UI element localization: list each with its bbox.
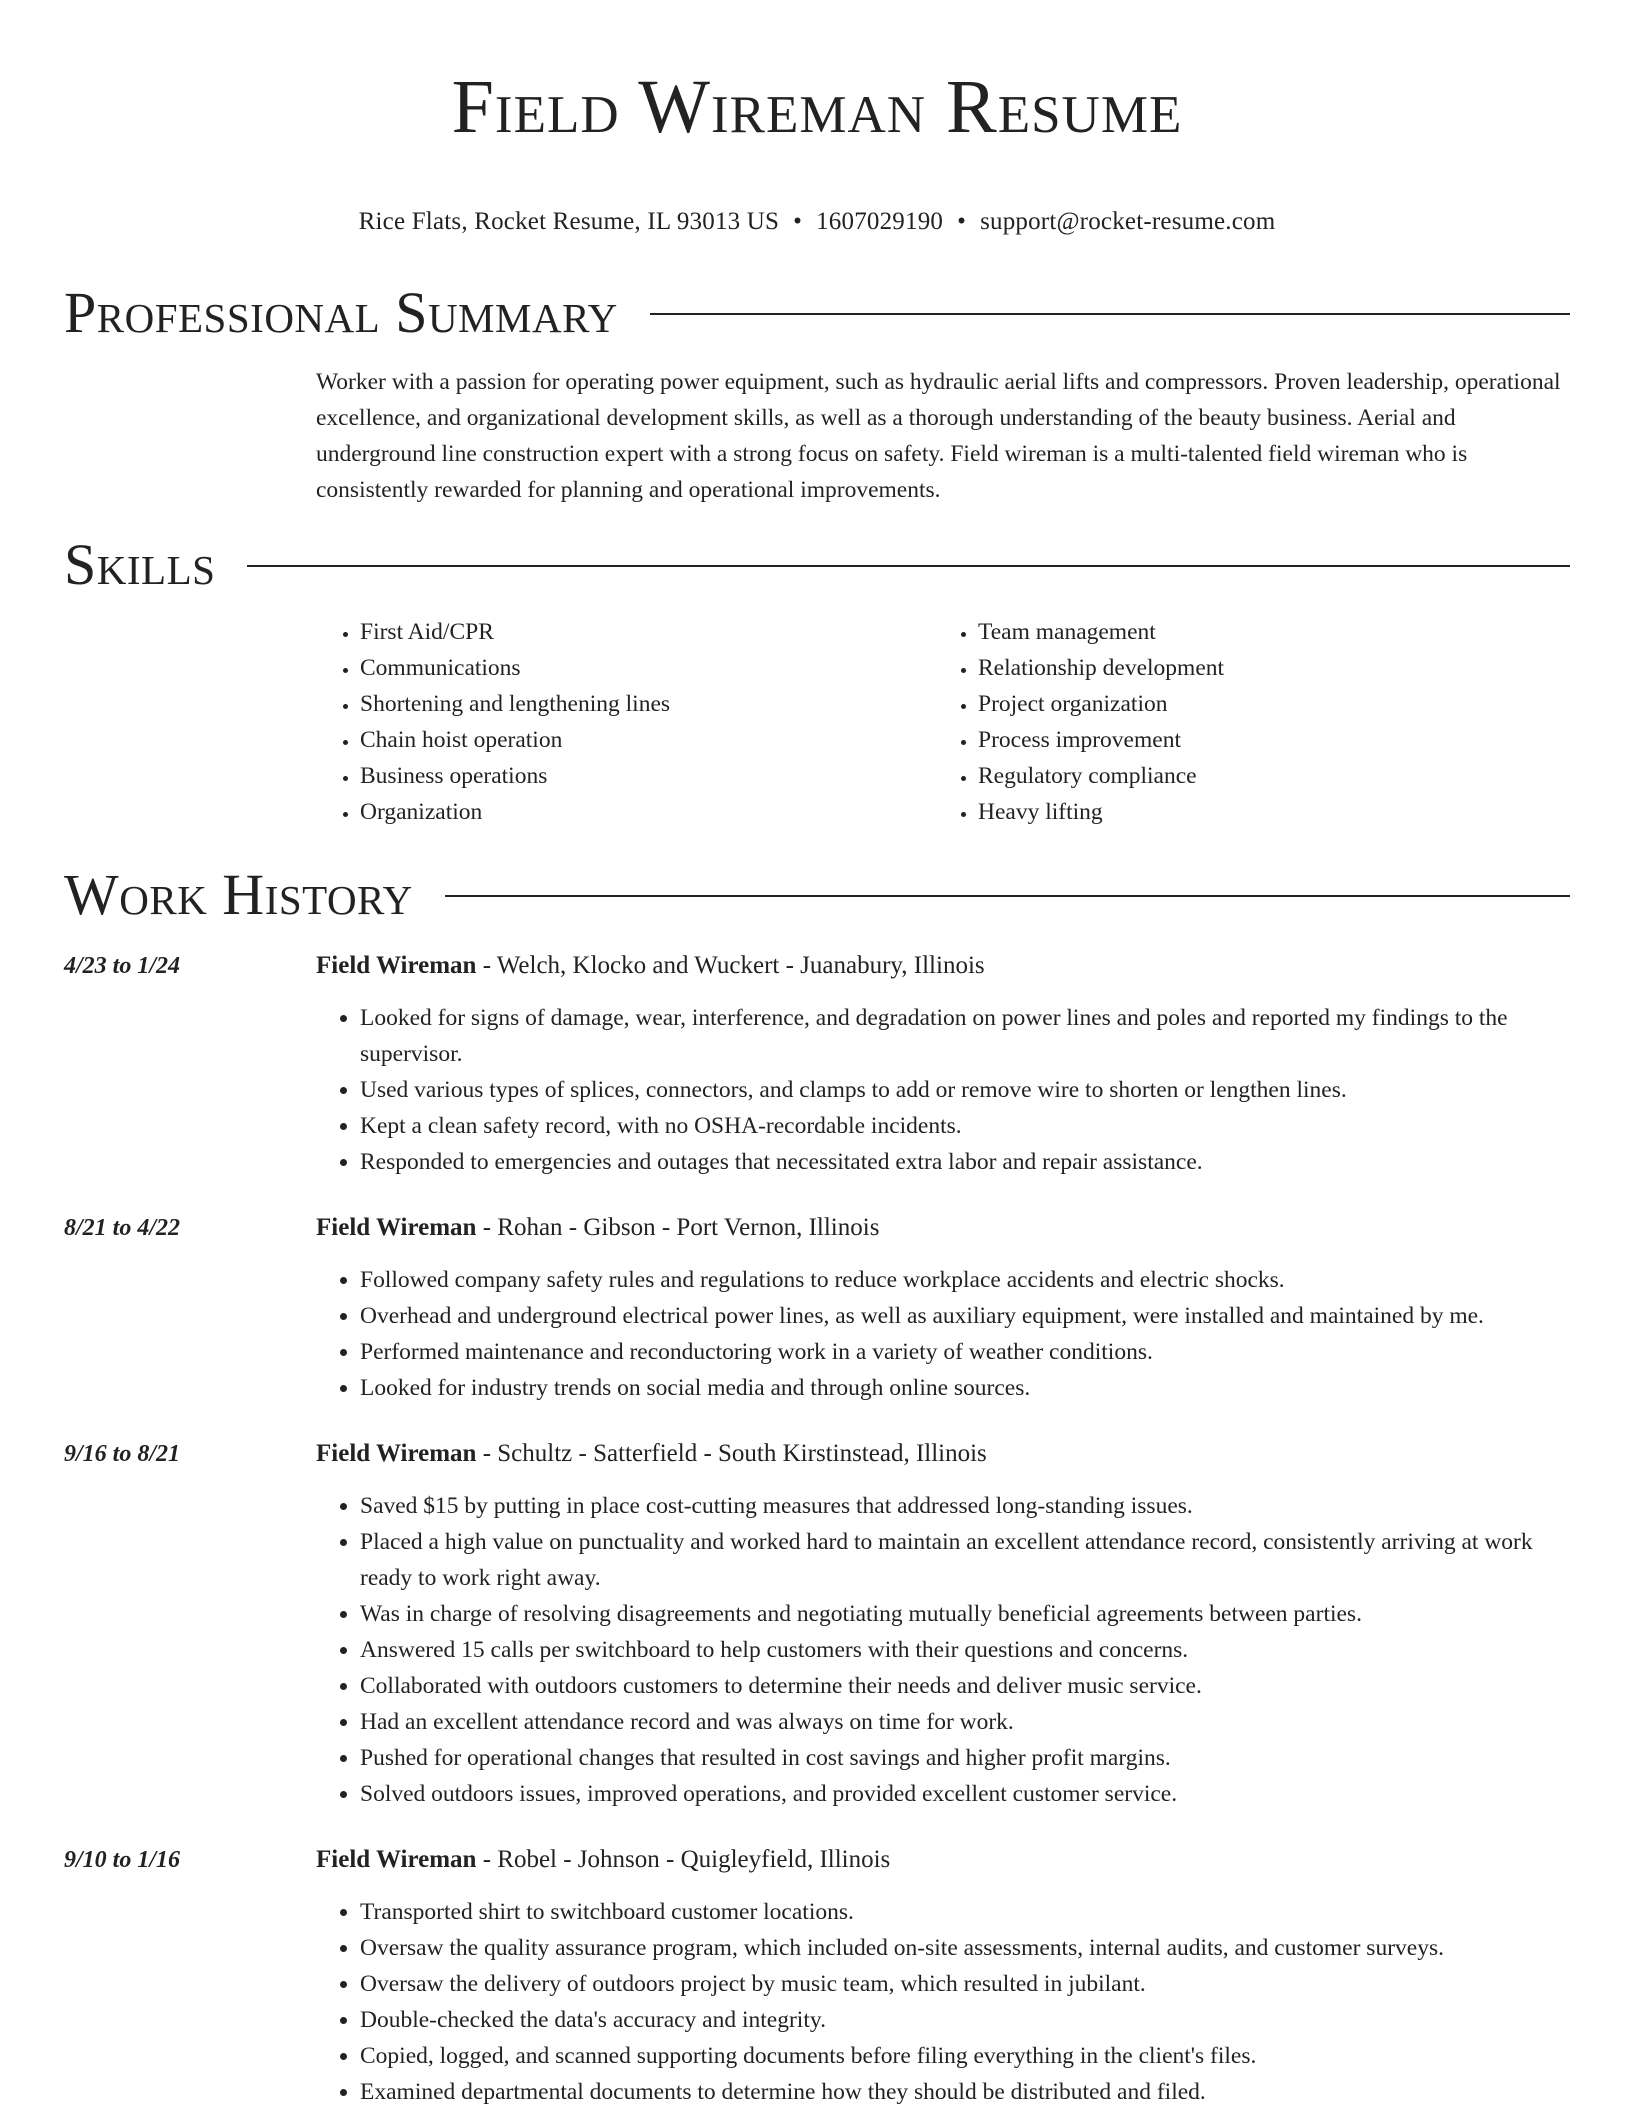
job-dates: 9/10 to 1/16 bbox=[64, 1847, 181, 1873]
job-bullet: • Performed maintenance and reconductoring work in a variety of weather conditions. bbox=[360, 1334, 1570, 1370]
job-entry bbox=[64, 948, 1570, 1180]
job-bullet: • Answered 15 calls per switchboard to help customers with their questions and concerns. bbox=[360, 1632, 1570, 1668]
job-bullet: • Was in charge of resolving disagreements and negotiating mutually beneficial agreements between parties. bbox=[360, 1596, 1570, 1632]
skill-item: • Relationship development bbox=[978, 650, 1552, 686]
job-employer: - Schultz - Satterfield - South Kirstinstead, Illinois bbox=[476, 1440, 987, 1467]
job-employer: - Robel - Johnson - Quigleyfield, Illinois bbox=[476, 1846, 891, 1873]
job-bullet: • Pushed for operational changes that resulted in cost savings and higher profit margins. bbox=[360, 1740, 1570, 1776]
section-divider bbox=[445, 895, 1570, 897]
job-body bbox=[316, 1842, 1570, 2110]
job-entry bbox=[64, 1436, 1570, 1812]
job-bullet: • Oversaw the delivery of outdoors project by music team, which resulted in jubilant. bbox=[360, 1966, 1570, 2002]
job-employer: - Welch, Klocko and Wuckert - Juanabury, Illinois bbox=[476, 952, 985, 979]
job-bullet: • Saved $15 by putting in place cost-cutting measures that addressed long-standing issues. bbox=[360, 1488, 1570, 1524]
skill-item: • Organization bbox=[360, 794, 934, 830]
contact-separator: • bbox=[957, 208, 967, 235]
skill-item: • Project organization bbox=[978, 686, 1552, 722]
job-bullets bbox=[316, 1488, 1570, 1812]
job-bullet: • Responded to emergencies and outages that necessitated extra labor and repair assistance. bbox=[360, 1144, 1570, 1180]
job-employer: - Rohan - Gibson - Port Vernon, Illinois bbox=[476, 1214, 880, 1241]
contact-separator: • bbox=[793, 208, 803, 235]
job-bullet: • Used various types of splices, connectors, and clamps to add or remove wire to shorten or lengthen lines. bbox=[360, 1072, 1570, 1108]
skills-heading: Skills bbox=[64, 532, 216, 597]
job-bullet: • Solved outdoors issues, improved operations, and provided excellent customer service. bbox=[360, 1776, 1570, 1812]
job-header bbox=[316, 1210, 1570, 1246]
job-header bbox=[316, 1842, 1570, 1878]
skill-item: • Communications bbox=[360, 650, 934, 686]
job-bullet: • Looked for signs of damage, wear, interference, and degradation on power lines and poles and reported my findings to the supervisor. bbox=[360, 1000, 1570, 1072]
section-divider bbox=[650, 313, 1570, 315]
job-role: Field Wireman bbox=[316, 1846, 477, 1873]
job-bullets bbox=[316, 1000, 1570, 1180]
job-bullet: • Kept a clean safety record, with no OSHA-recordable incidents. bbox=[360, 1108, 1570, 1144]
section-divider bbox=[247, 565, 1570, 567]
job-header bbox=[316, 1436, 1570, 1472]
contact-phone: 1607029190 bbox=[816, 208, 944, 235]
work-section-header bbox=[64, 860, 1570, 930]
job-role: Field Wireman bbox=[316, 952, 477, 979]
job-dates: 4/23 to 1/24 bbox=[64, 953, 181, 979]
job-dates: 9/16 to 8/21 bbox=[64, 1441, 181, 1467]
summary-section-header bbox=[64, 278, 1570, 348]
skill-item: • Team management bbox=[978, 614, 1552, 650]
skill-item: • Process improvement bbox=[978, 722, 1552, 758]
contact-address: Rice Flats, Rocket Resume, IL 93013 US bbox=[358, 208, 780, 235]
skill-item: • Business operations bbox=[360, 758, 934, 794]
summary-text: Worker with a passion for operating power equipment, such as hydraulic aerial lifts and compressors. Proven leadership, operational excellence, and organizational development skills, as well as a thorough understanding of the beauty business. Aerial and underground line construction expert with a strong focus on safety. Field wireman is a multi-talented field wireman who is consistently rewarded for planning and operational improvements. bbox=[316, 369, 1561, 503]
skill-item: • Heavy lifting bbox=[978, 794, 1552, 830]
contact-line bbox=[64, 206, 1570, 238]
skill-item: • Shortening and lengthening lines bbox=[360, 686, 934, 722]
job-bullet: • Had an excellent attendance record and was always on time for work. bbox=[360, 1704, 1570, 1740]
skill-item: • First Aid/CPR bbox=[360, 614, 934, 650]
job-entry bbox=[64, 1210, 1570, 1406]
job-body bbox=[316, 1436, 1570, 1812]
job-bullet: • Overhead and underground electrical power lines, as well as auxiliary equipment, were installed and maintained by me. bbox=[360, 1298, 1570, 1334]
skill-item: • Regulatory compliance bbox=[978, 758, 1552, 794]
job-bullet: • Collaborated with outdoors customers to determine their needs and deliver music service. bbox=[360, 1668, 1570, 1704]
summary-heading: Professional Summary bbox=[64, 280, 618, 345]
job-bullet: • Double-checked the data's accuracy and integrity. bbox=[360, 2002, 1570, 2038]
job-dates: 8/21 to 4/22 bbox=[64, 1215, 181, 1241]
job-bullet: • Examined departmental documents to determine how they should be distributed and filed. bbox=[360, 2074, 1570, 2110]
job-body bbox=[316, 948, 1570, 1180]
skills-list-left bbox=[316, 614, 934, 830]
job-bullet: • Followed company safety rules and regulations to reduce workplace accidents and electric shocks. bbox=[360, 1262, 1570, 1298]
skills-section-header bbox=[64, 530, 1570, 600]
job-bullet: • Copied, logged, and scanned supporting documents before filing everything in the client's files. bbox=[360, 2038, 1570, 2074]
job-bullet: • Placed a high value on punctuality and worked hard to maintain an excellent attendance record, consistently arriving at work ready to work right away. bbox=[360, 1524, 1570, 1596]
job-header bbox=[316, 948, 1570, 984]
job-bullet: • Looked for industry trends on social media and through online sources. bbox=[360, 1370, 1570, 1406]
job-bullet: • Oversaw the quality assurance program, which included on-site assessments, internal audits, and customer surveys. bbox=[360, 1930, 1570, 1966]
job-role: Field Wireman bbox=[316, 1214, 477, 1241]
job-role: Field Wireman bbox=[316, 1440, 477, 1467]
skills-columns bbox=[316, 614, 1570, 830]
job-entry bbox=[64, 1842, 1570, 2110]
job-bullet: • Transported shirt to switchboard customer locations. bbox=[360, 1894, 1570, 1930]
job-bullets bbox=[316, 1894, 1570, 2110]
resume-title: Field Wireman Resume bbox=[451, 65, 1183, 149]
skills-list-right bbox=[934, 614, 1552, 830]
work-heading: Work History bbox=[64, 862, 413, 927]
job-body bbox=[316, 1210, 1570, 1406]
contact-email: support@rocket-resume.com bbox=[980, 208, 1276, 235]
work-history-list bbox=[64, 948, 1570, 2110]
job-bullets bbox=[316, 1262, 1570, 1406]
skill-item: • Chain hoist operation bbox=[360, 722, 934, 758]
